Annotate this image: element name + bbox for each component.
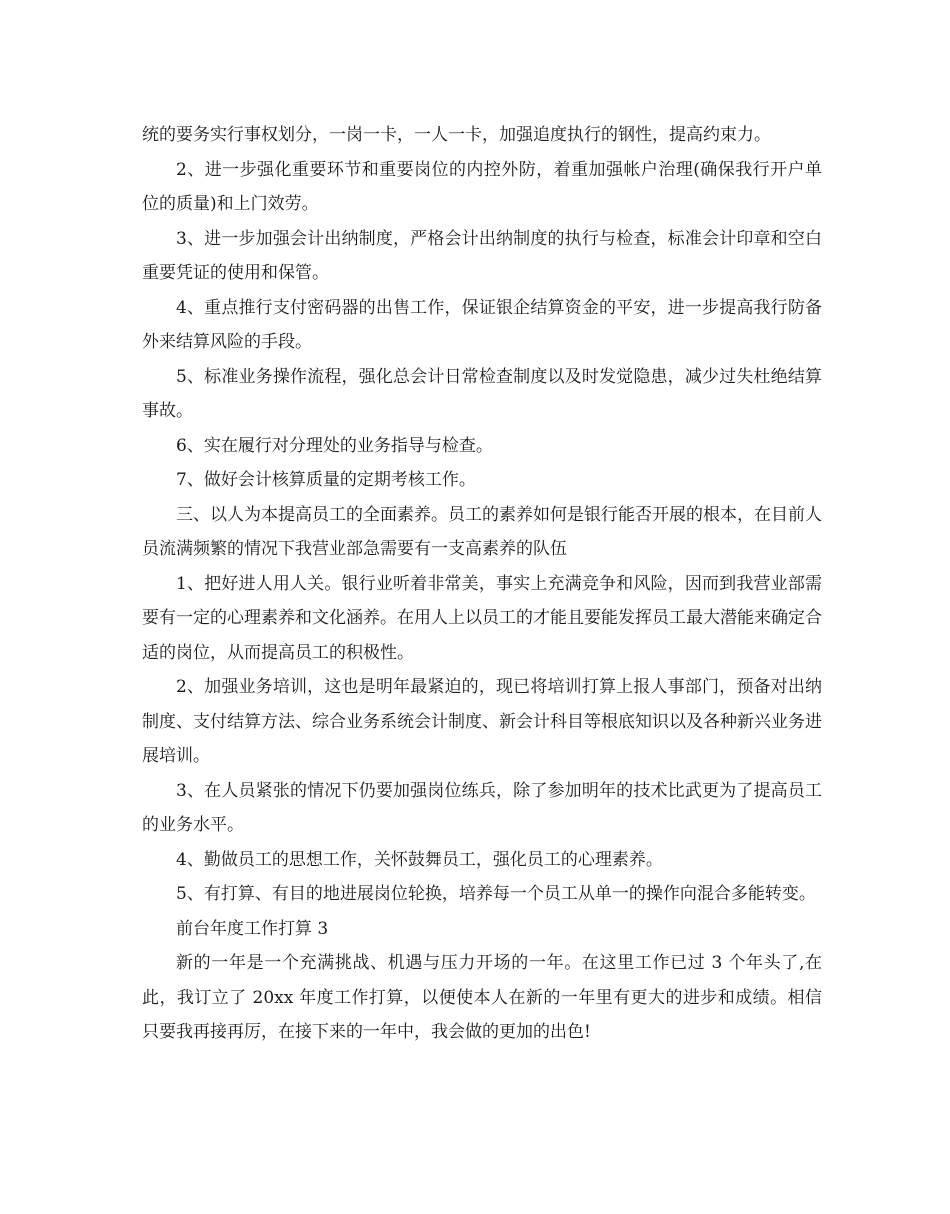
paragraph-1: 统的要务实行事权划分，一岗一卡，一人一卡，加强追度执行的钢性，提高约束力。 [142,125,771,145]
paragraph-15: 新的一年是一个充满挑战、机遇与压力开场的一年。在这里工作已过 3 个年头了,在此，我订立了 20xx 年度工作打算，以便使本人在新的一年里有更大的进步和成绩。相信只要我再接再厉，在接下来的一年中，我会做的更加的出色! [142,953,822,1042]
paragraph-13: 5、有打算、有目的地进展岗位轮换，培养每一个员工从单一的操作向混合多能转变。 [176,884,816,904]
paragraph-4: 4、重点推行支付密码器的出售工作，保证银企结算资金的平安，进一步提高我行防备外来结算风险的手段。 [142,297,822,352]
paragraph-3: 3、进一步加强会计出纳制度，严格会计出纳制度的执行与检查，标准会计印章和空白重要凭证的使用和保管。 [142,228,822,283]
paragraph-2: 2、进一步强化重要环节和重要岗位的内控外防，着重加强帐户治理(确保我行开户单位的质量)和上门效劳。 [142,159,822,214]
section-heading-3: 三、以人为本提高员工的全面素养。员工的素养如何是银行能否开展的根本，在目前人员流满频繁的情况下我营业部急需要有一支高素养的队伍 [142,504,822,559]
plan-title: 前台年度工作打算 3 [176,918,329,939]
paragraph-11: 3、在人员紧张的情况下仍要加强岗位练兵，除了参加明年的技术比武更为了提高员工的业务水平。 [142,780,822,835]
document-body [142,118,822,1050]
paragraph-6: 6、实在履行对分理处的业务指导与检查。 [176,435,493,456]
paragraph-7: 7、做好会计核算质量的定期考核工作。 [176,470,476,490]
paragraph-10: 2、加强业务培训，这也是明年最紧迫的，现已将培训打算上报人事部门，预备对出纳制度、支付结算方法、综合业务系统会计制度、新会计科目等根底知识以及各种新兴业务进展培训。 [142,677,822,766]
paragraph-12: 4、勤做员工的思想工作，关怀鼓舞员工，强化员工的心理素养。 [176,849,663,870]
paragraph-9: 1、把好进人用人关。银行业听着非常美，事实上充满竞争和风险，因而到我营业部需要有一定的心理素养和文化涵养。在用人上以员工的才能且要能发挥员工最大潜能来确定合适的岗位，从而提高员工的积极性。 [142,573,822,663]
paragraph-5: 5、标准业务操作流程，强化总会计日常检查制度以及时发觉隐患，减少过失杜绝结算事故。 [142,366,822,421]
